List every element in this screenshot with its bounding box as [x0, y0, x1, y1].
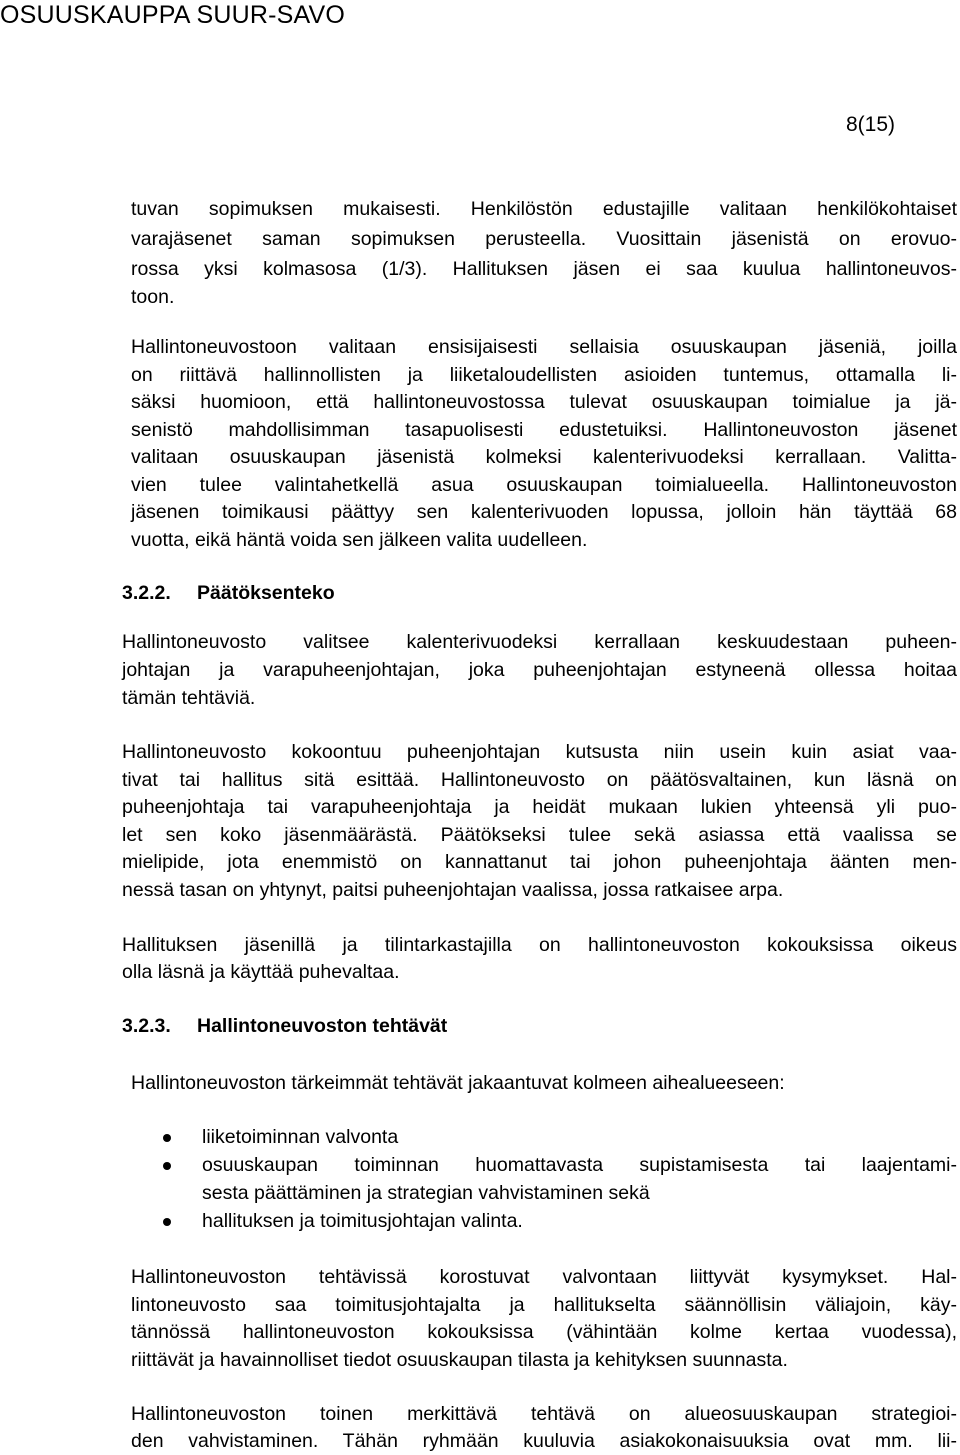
list-item: liiketoiminnan valvonta: [202, 1126, 399, 1148]
para5-line: olla läsnä ja käyttää puhevaltaa.: [122, 961, 400, 983]
para2-line: vuotta, eikä häntä voida sen jälkeen valita uudelleen.: [131, 529, 588, 551]
document-header: OSUUSKAUPPA SUUR-SAVO: [0, 1, 346, 29]
para2-line: senistö mahdollisimman tasapuolisesti edustetuiksi. Hallintoneuvoston jäsenet: [131, 419, 957, 441]
para7-line: tännössä hallintoneuvoston kokouksissa (vähintään kolme kertaa vuodessa),: [131, 1321, 957, 1343]
para3-line: johtajan ja varapuheenjohtajan, joka puheenjohtajan estyneenä ollessa hoitaa: [122, 659, 957, 681]
para1-line: tuvan sopimuksen mukaisesti. Henkilöstön edustajille valitaan henkilökohtaiset: [131, 198, 957, 220]
para7-line: Hallintoneuvoston tehtävissä korostuvat valvontaan liittyvät kysymykset. Hal-: [131, 1266, 957, 1288]
para6-line: Hallintoneuvoston tärkeimmät tehtävät jakaantuvat kolmeen aihealueeseen:: [131, 1072, 785, 1094]
para2-line: on riittävä hallinnollisten ja liiketaloudellisten asioiden tuntemus, ottamalla li-: [131, 364, 957, 386]
para3-line: tämän tehtäviä.: [122, 687, 256, 709]
section-heading-decision-making: [122, 580, 335, 606]
para2-line: vien tulee valintahetkellä asua osuuskaupan toimialueella. Hallintoneuvoston: [131, 474, 957, 496]
para4-line: Hallintoneuvosto kokoontuu puheenjohtajan kutsusta niin usein kuin asiat vaa-: [122, 741, 957, 763]
para8-line: den vahvistaminen. Tähän ryhmään kuuluvia asiakokonaisuuksia ovat mm. lii-: [131, 1430, 957, 1452]
para4-line: puheenjohtaja tai varapuheenjohtaja ja heidät mukaan lukien yhteensä yli puo-: [122, 796, 957, 818]
list-item: hallituksen ja toimitusjohtajan valinta.: [202, 1210, 523, 1232]
para2-line: säksi huomioon, että hallintoneuvostossa tulevat osuuskaupan toimialue ja jä-: [131, 391, 957, 413]
para1-line: varajäsenet saman sopimuksen perusteella. Vuosittain jäsenistä on erovuo-: [131, 228, 957, 250]
list-item-continuation: sesta päättäminen ja strategian vahvistaminen sekä: [202, 1182, 650, 1204]
para8-line: Hallintoneuvoston toinen merkittävä tehtävä on alueosuuskaupan strategioi-: [131, 1403, 957, 1425]
bullet-dot: [163, 1134, 171, 1142]
para2-line: Hallintoneuvostoon valitaan ensisijaisesti sellaisia osuuskaupan jäseniä, joilla: [131, 336, 957, 358]
para1-line: rossa yksi kolmasosa (1/3). Hallituksen jäsen ei saa kuulua hallintoneuvos-: [131, 258, 957, 280]
para5-line: Hallituksen jäsenillä ja tilintarkastajilla on hallintoneuvoston kokouksissa oikeus: [122, 934, 957, 956]
section-number: 3.2.3.: [122, 1015, 171, 1037]
para7-line: riittävät ja havainnolliset tiedot osuuskaupan tilasta ja kehityksen suunnasta.: [131, 1349, 788, 1371]
para4-line: nessä tasan on yhtynyt, paitsi puheenjohtajan vaalissa, jossa ratkaisee arpa.: [122, 879, 784, 901]
bullet-dot: [163, 1218, 171, 1226]
para3-line: Hallintoneuvosto valitsee kalenterivuodeksi kerrallaan keskuudestaan puheen-: [122, 631, 957, 653]
para7-line: lintoneuvosto saa toimitusjohtajalta ja hallitukselta säännöllisin väliajoin, käy-: [131, 1294, 957, 1316]
bullet-dot: [163, 1162, 171, 1170]
para2-line: jäsenen toimikausi päättyy sen kalenterivuoden lopussa, jolloin hän täyttää 68: [131, 501, 957, 523]
para4-line: mielipide, jota enemmistö on kannattanut tai johon puheenjohtaja äänten men-: [122, 851, 957, 873]
section-title: Päätöksenteko: [197, 582, 335, 604]
para4-line: let sen koko jäsenmäärästä. Päätökseksi tulee sekä asiassa että vaalissa se: [122, 824, 957, 846]
para1-line: toon.: [131, 286, 175, 308]
para2-line: valitaan osuuskaupan jäsenistä kolmeksi kalenterivuodeksi kerrallaan. Valitta-: [131, 446, 957, 468]
section-number: 3.2.2.: [122, 582, 171, 604]
page-number: 8(15): [846, 113, 896, 136]
list-item: osuuskaupan toiminnan huomattavasta supistamisesta tai laajentami-: [202, 1154, 957, 1176]
section-heading-board-duties: [122, 1013, 447, 1039]
section-title: Hallintoneuvoston tehtävät: [197, 1015, 448, 1037]
para4-line: tivat tai hallitus sitä esittää. Hallintoneuvosto on päätösvaltainen, kun läsnä on: [122, 769, 957, 791]
